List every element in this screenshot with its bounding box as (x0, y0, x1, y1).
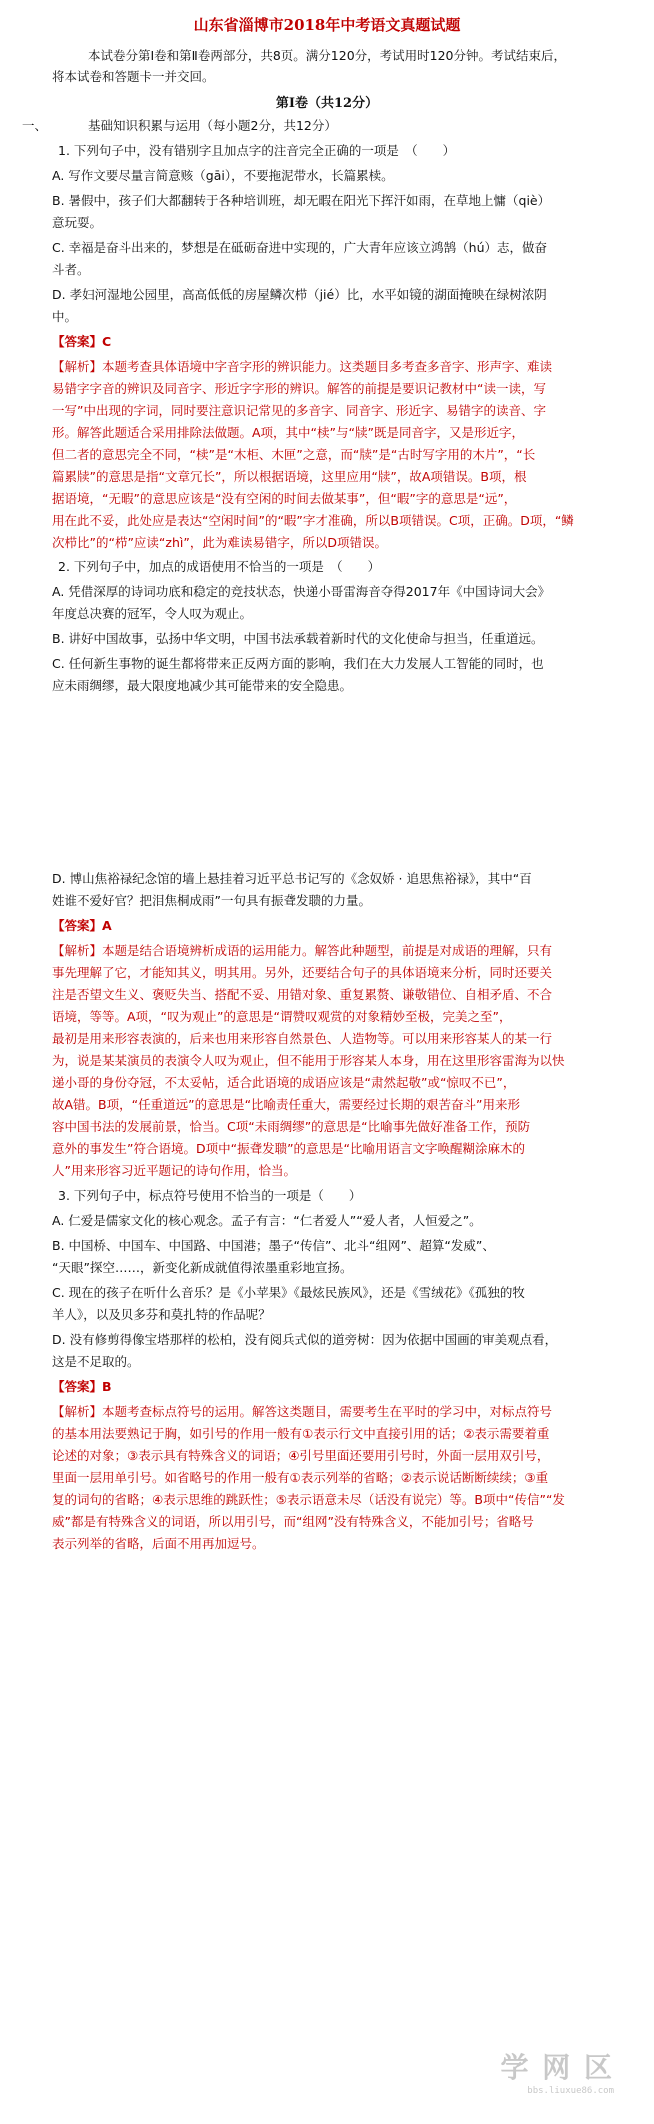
intro-line: 将本试卷和答题卡一并交回。 (52, 69, 215, 84)
analysis-line: 注是否望文生义、褒贬失当、搭配不妥、用错对象、重复累赘、谦敬错位、自相矛盾、不合 (52, 987, 553, 1002)
analysis-line: 事先理解了它，才能知其义，明其用。另外，还要结合句子的具体语境来分析，同时还要关 (52, 965, 553, 980)
option-line: 姓谁不爱好官？把泪焦桐成雨”一句具有振聋发聩的力量。 (52, 893, 371, 908)
option-line: C. 幸福是奋斗出来的，梦想是在砥砺奋进中实现的，广大青年应该立鸿鹄（hú）志，做奋 (52, 240, 548, 255)
analysis-line: 里面一层用单引号。如省略号的作用一般有①表示列举的省略；②表示说话断断续续；③重 (52, 1470, 549, 1485)
analysis-line: 篇累牍”的意思是指“文章冗长”，所以根据语境，这里应用“牍”，故A项错误。B项，根 (52, 469, 527, 484)
analysis-line: 【解析】本题考查具体语境中字音字形的辨识能力。这类题目多考查多音字、形声字、难读 (52, 359, 553, 374)
analysis-line: 为，说是某某演员的表演令人叹为观止，但不能用于形容某人本身，用在这里形容雷海为以快 (52, 1053, 565, 1068)
analysis-line: 故A错。B项，“任重道远”的意思是“比喻责任重大，需要经过长期的艰苦奋斗”用来形 (52, 1097, 521, 1112)
section-title: 第Ⅰ卷（共12分） (275, 96, 379, 111)
answer-label: 【答案】B (52, 1379, 112, 1394)
analysis-line: 人”用来形容习近平题记的诗句作用，恰当。 (52, 1163, 296, 1178)
analysis-line: 语境，等等。A项，“叹为观止”的意思是“谓赞叹观赏的对象精妙至极，完美之至”， (52, 1009, 512, 1024)
analysis-line: 递小哥的身份夺冠，不太妥帖，适合此语境的成语应该是“肃然起敬”或“惊叹不已”， (52, 1075, 516, 1090)
option-line: B. 中国桥、中国车、中国路、中国港；墨子“传信”、北斗“组网”、超算“发威”、 (52, 1238, 495, 1253)
analysis-line: 复的词句的省略；④表示思维的跳跃性；⑤表示语意未尽（话没有说完）等。B项中“传信”“发 (52, 1492, 565, 1507)
analysis-line: 【解析】本题是结合语境辨析成语的运用能力。解答此种题型，前提是对成语的理解，只有 (52, 943, 553, 958)
document-title: 山东省淄博市2018年中考语文真题试题 (193, 16, 461, 34)
watermark-url: bbs.liuxue86.com (527, 2086, 614, 2096)
analysis-line: 易错字字音的辨识及同音字、形近字字形的辨识。解答的前提是要识记教材中“读一读，写 (52, 381, 546, 396)
option-line: “天眼”探空……，新变化新成就值得浓墨重彩地宣扬。 (52, 1260, 353, 1275)
analysis-line: 最初是用来形容表演的，后来也用来形容自然景色、人造物等。可以用来形容某人的某一行 (52, 1031, 553, 1046)
intro-line: 本试卷分第Ⅰ卷和第Ⅱ卷两部分，共8页。满分120分，考试用时120分钟。考试结束后， (88, 48, 567, 63)
option-line: D. 没有修剪得像宝塔那样的松柏，没有阅兵式似的道旁树：因为依据中国画的审美观点看， (52, 1332, 558, 1347)
option-line: 斗者。 (52, 262, 90, 277)
part-label: 基础知识积累与运用（每小题2分，共12分） (88, 118, 337, 133)
analysis-line: 表示列举的省略，后面不用再加逗号。 (52, 1536, 265, 1551)
option-line: 年度总决赛的冠军，令人叹为观止。 (52, 606, 253, 621)
watermark-logo: 学 网 区 (500, 2051, 614, 2084)
analysis-line: 用在此不妥，此处应是表达“空闲时间”的“暇”字才准确，所以B项错误。C项，正确。D项，“鳞 (52, 513, 574, 528)
option-line: D. 博山焦裕禄纪念馆的墙上悬挂着习近平总书记写的《念奴娇 · 追思焦裕禄》，其中“百 (52, 871, 532, 886)
answer-label: 【答案】C (52, 334, 112, 349)
analysis-line: 但二者的意思完全不同，“椟”是“木柜、木匣”之意，而“牍”是“古时写字用的木片”，“长 (52, 447, 536, 462)
option-line: 羊人》，以及贝多芬和莫扎特的作品呢？ (52, 1307, 271, 1322)
analysis-line: 论述的对象；③表示具有特殊含义的词语；④引号里面还要用引号时，外面一层用双引号， (52, 1448, 550, 1463)
analysis-line: 一写”中出现的字词，同时要注意识记常见的多音字、同音字、形近字、易错字的读音、字 (52, 403, 546, 418)
option-line: B. 讲好中国故事，弘扬中华文明，中国书法承载着新时代的文化使命与担当，任重道远。 (52, 631, 544, 646)
answer-label: 【答案】A (52, 918, 112, 933)
analysis-line: 的基本用法要熟记于胸，如引号的作用一般有①表示行文中直接引用的话；②表示需要着重 (52, 1426, 550, 1441)
question-stem: 1. 下列句子中，没有错别字且加点字的注音完全正确的一项是 （ ） (58, 143, 456, 158)
option-line: 这是不足取的。 (52, 1354, 140, 1369)
option-line: C. 现在的孩子在听什么音乐？是《小苹果》《最炫民族风》，还是《雪绒花》《孤独的牧 (52, 1285, 525, 1300)
option-line: A. 仁爱是儒家文化的核心观念。孟子有言：“仁者爱人”“爱人者，人恒爱之”。 (52, 1213, 482, 1228)
question-stem: 3. 下列句子中，标点符号使用不恰当的一项是（ ） (58, 1188, 362, 1203)
option-line: A. 写作文要尽量言简意赅（gāi），不要拖泥带水，长篇累椟。 (52, 168, 394, 183)
question-stem: 2. 下列句子中，加点的成语使用不恰当的一项是 （ ） (58, 559, 381, 574)
analysis-line: 次栉比”的“栉”应读“zhì”，此为难读易错字，所以D项错误。 (52, 535, 387, 550)
analysis-line: 形。解答此题适合采用排除法做题。A项，其中“椟”与“牍”既是同音字，又是形近字， (52, 425, 524, 440)
analysis-line: 威”都是有特殊含义的词语，所以用引号，而“组网”没有特殊含义，不能加引号；省略号 (52, 1514, 534, 1529)
site-watermark (501, 2046, 615, 2096)
analysis-line: 容中国书法的发展前景，恰当。C项“未雨绸缪”的意思是“比喻事先做好准备工作，预防 (52, 1119, 531, 1134)
option-line: B. 暑假中，孩子们大都翻转于各种培训班，却无暇在阳光下挥汗如雨，在草地上慵（qiè） (52, 193, 551, 208)
option-line: 中。 (52, 309, 78, 324)
analysis-line: 【解析】本题考查标点符号的运用。解答这类题目，需要考生在平时的学习中，对标点符号 (52, 1404, 553, 1419)
analysis-line: 意外的事发生”符合语境。D项中“振聋发聩”的意思是“比喻用语言文字唤醒糊涂麻木的 (52, 1141, 526, 1156)
option-line: D. 孝妇河湿地公园里，高高低低的房屋鳞次栉（jié）比，水平如镜的湖面掩映在绿树浓阴 (52, 287, 547, 302)
option-line: 应未雨绸缪，最大限度地减少其可能带来的安全隐患。 (52, 678, 353, 693)
part-number: 一、 (22, 118, 48, 133)
analysis-line: 据语境，“无暇”的意思应该是“没有空闲的时间去做某事”，但“暇”字的意思是“远”， (52, 491, 517, 506)
option-line: C. 任何新生事物的诞生都将带来正反两方面的影响，我们在大力发展人工智能的同时，也 (52, 656, 544, 671)
option-line: 意玩耍。 (52, 215, 103, 230)
option-line: A. 凭借深厚的诗词功底和稳定的竞技状态，快递小哥雷海音夺得2017年《中国诗词大会》 (52, 584, 551, 599)
